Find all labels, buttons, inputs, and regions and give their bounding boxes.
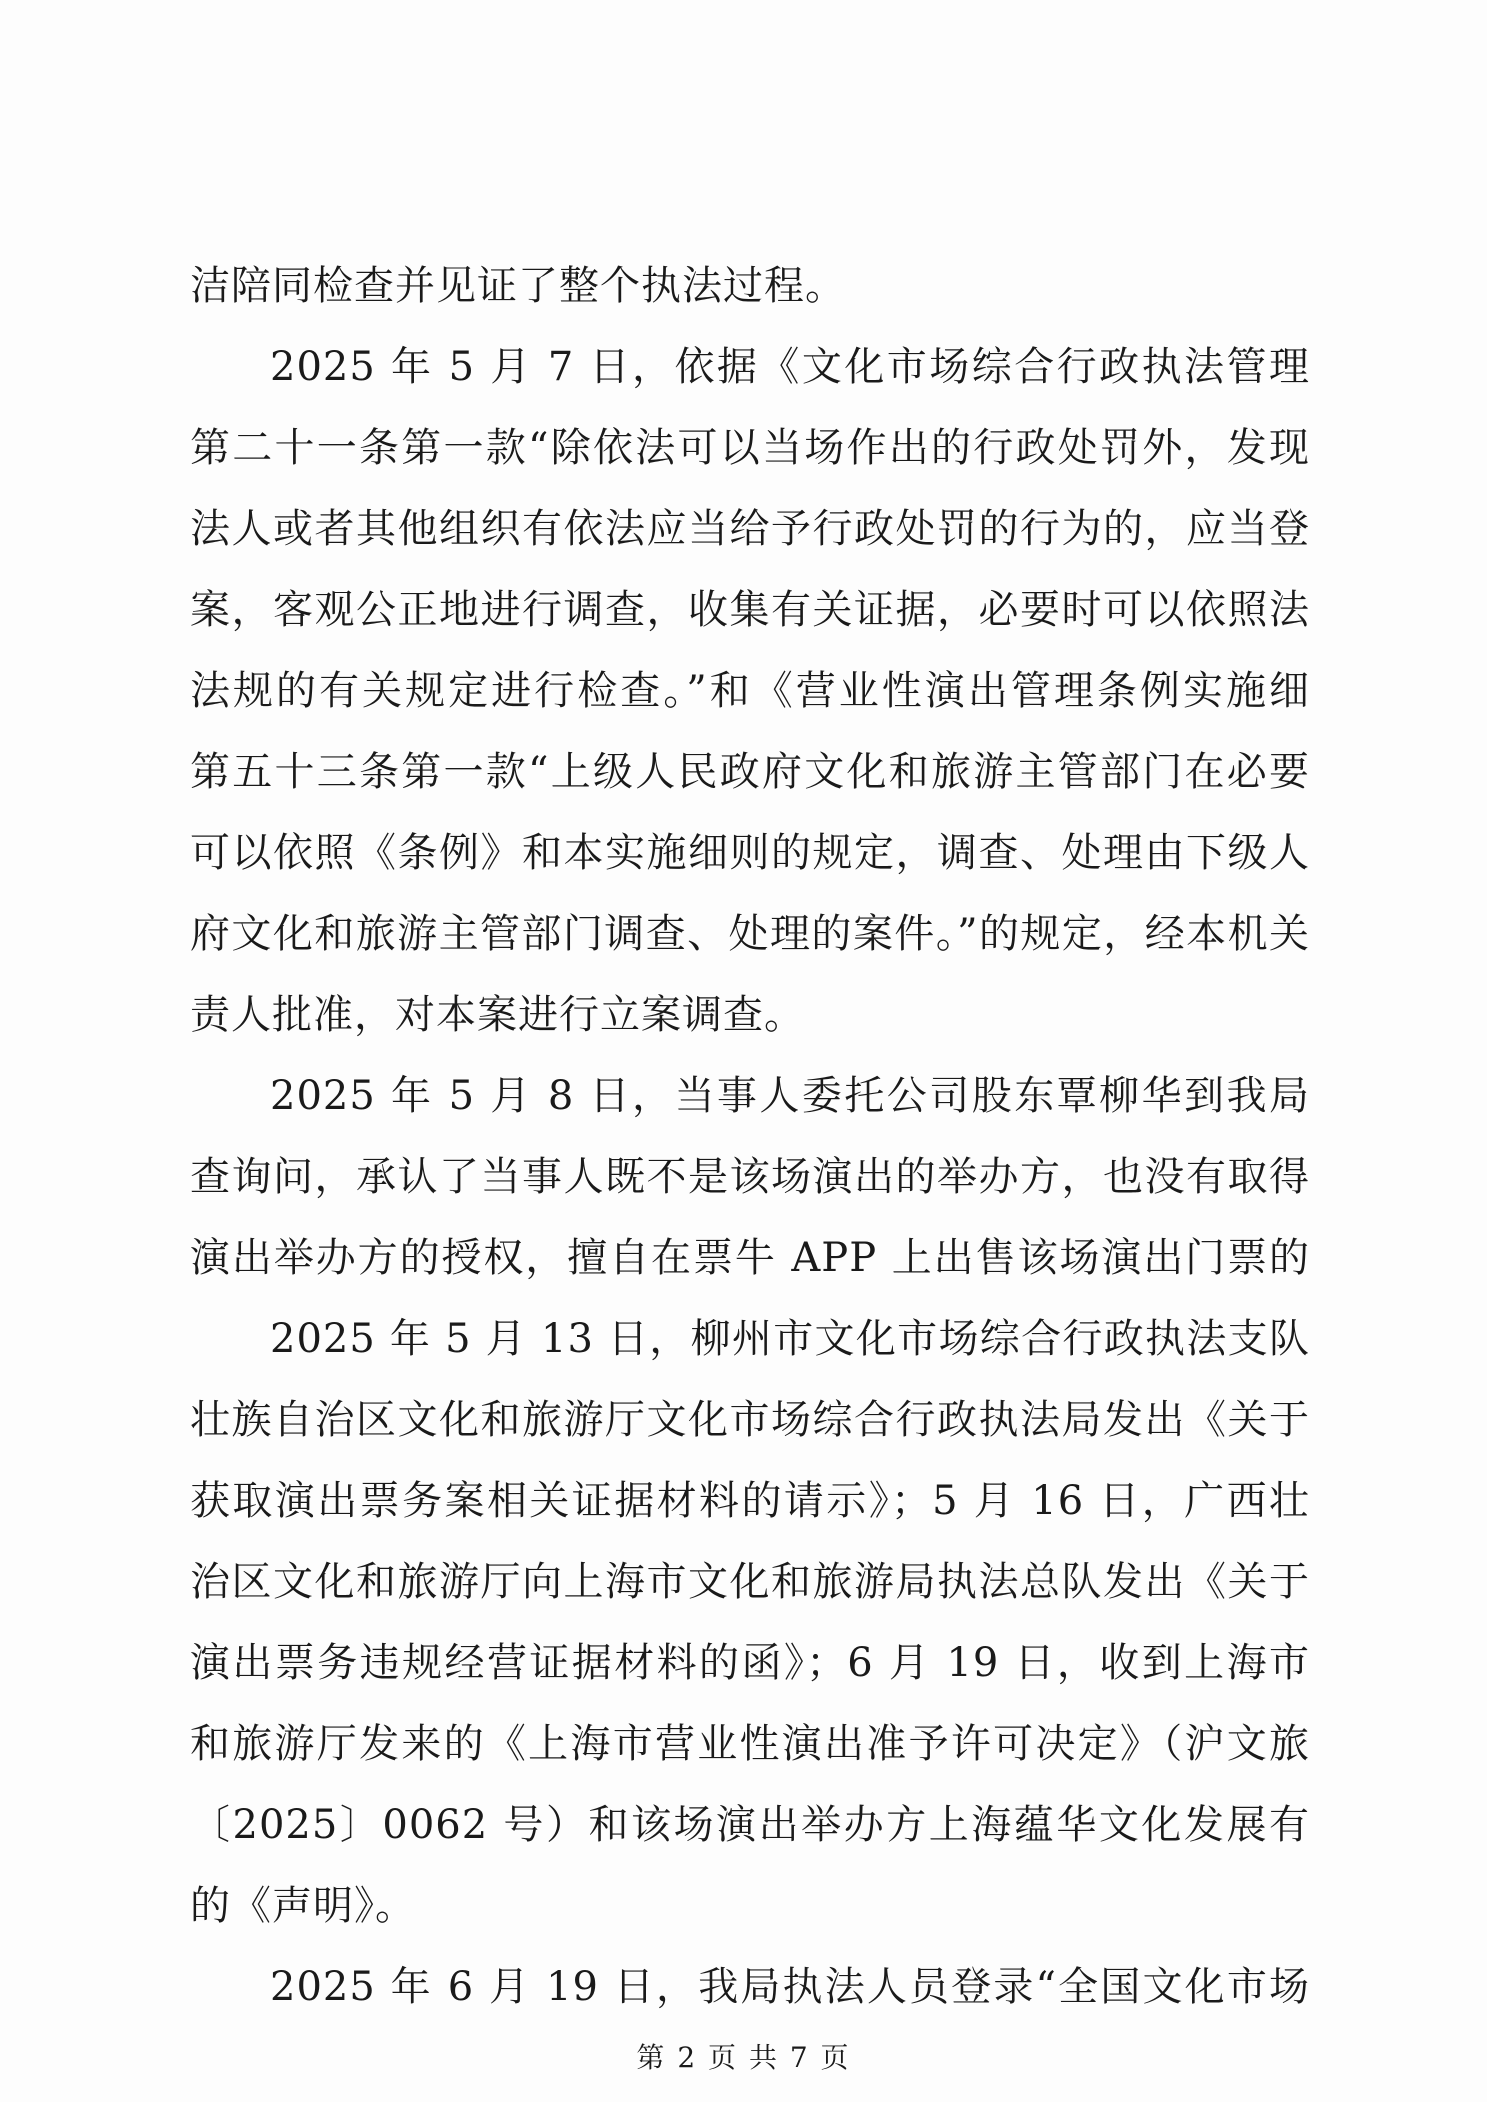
text-line: 2025 年 5 月 13 日，柳州市文化市场综合行政执法支队 — [270, 1316, 1310, 1362]
text-line: 可以依照《条例》和本实施细则的规定，调查、处理由下级人 — [190, 830, 1310, 876]
text-line: 第五十三条第一款“上级人民政府文化和旅游主管部门在必要 — [190, 749, 1310, 795]
page-number: 第 2 页 共 7 页 — [636, 2041, 851, 2074]
text-line: 〔2025〕0062 号）和该场演出举办方上海蕴华文化发展有 — [190, 1802, 1310, 1848]
text-line: 壮族自治区文化和旅游厅文化市场综合行政执法局发出《关于 — [190, 1397, 1310, 1443]
text-line: 的《声明》。 — [190, 1883, 416, 1929]
text-line: 洁陪同检查并见证了整个执法过程。 — [190, 263, 846, 309]
text-line: 责人批准，对本案进行立案调查。 — [190, 992, 805, 1038]
text-line: 案，客观公正地进行调查，收集有关证据，必要时可以依照法 — [190, 587, 1310, 633]
text-line: 和旅游厅发来的《上海市营业性演出准予许可决定》（沪文旅 — [190, 1721, 1310, 1767]
text-line: 2025 年 5 月 7 日，依据《文化市场综合行政执法管理 — [270, 344, 1310, 390]
text-line: 法人或者其他组织有依法应当给予行政处罚的行为的，应当登 — [190, 506, 1310, 552]
text-line: 府文化和旅游主管部门调查、处理的案件。”的规定，经本机关 — [190, 911, 1310, 957]
text-line: 获取演出票务案相关证据材料的请示》；5 月 16 日，广西壮 — [190, 1478, 1310, 1524]
text-line: 2025 年 5 月 8 日，当事人委托公司股东覃柳华到我局 — [270, 1073, 1310, 1119]
text-line: 法规的有关规定进行检查。”和《营业性演出管理条例实施细 — [190, 668, 1310, 714]
text-line: 演出举办方的授权，擅自在票牛 APP 上出售该场演出门票的 — [190, 1235, 1310, 1281]
text-line: 演出票务违规经营证据材料的函》；6 月 19 日，收到上海市 — [190, 1640, 1310, 1686]
text-line: 治区文化和旅游厅向上海市文化和旅游局执法总队发出《关于 — [190, 1559, 1310, 1605]
text-line: 2025 年 6 月 19 日，我局执法人员登录“全国文化市场 — [270, 1964, 1310, 2010]
text-line: 第二十一条第一款“除依法可以当场作出的行政处罚外，发现 — [190, 425, 1310, 471]
text-line: 查询问，承认了当事人既不是该场演出的举办方，也没有取得 — [190, 1154, 1310, 1200]
